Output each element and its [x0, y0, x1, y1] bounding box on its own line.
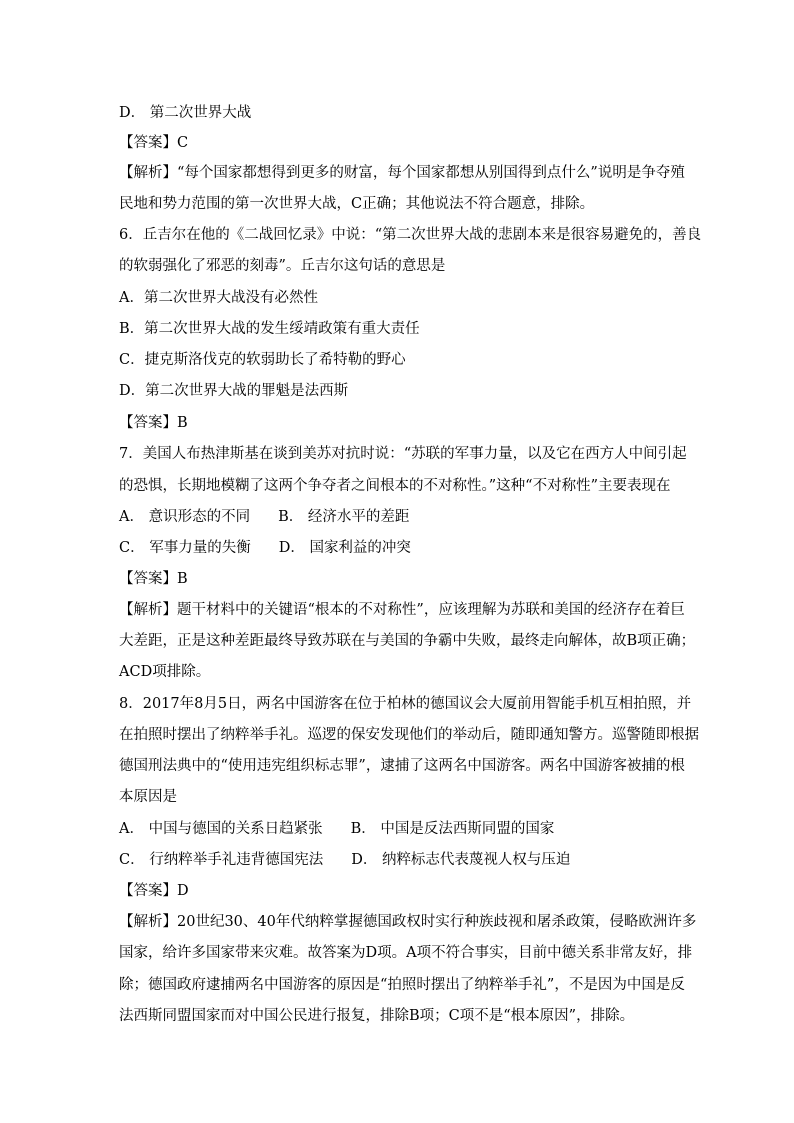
- q7-answer: 【答案】B: [119, 571, 188, 587]
- q8-stem-line-1: 8．2017年8月5日，两名中国游客在位于柏林的德国议会大厦前用智能手机互相拍照，并: [119, 696, 692, 712]
- q8-stem-line-3: 德国刑法典中的“使用违宪组织标志罪”，逮捕了这两名中国游客。两名中国游客被捕的根: [119, 758, 685, 774]
- q8-options-row-1: [119, 819, 679, 839]
- q8-option-d: D． 纳粹标志代表蔑视人权与压迫: [351, 852, 571, 868]
- q8-option-b: B． 中国是反法西斯同盟的国家: [350, 821, 555, 837]
- q6-option-b: B．第二次世界大战的发生绥靖政策有重大责任: [119, 321, 420, 337]
- q7-option-b: B． 经济水平的差距: [278, 509, 410, 525]
- q5-analysis-line-2: 民地和势力范围的第一次世界大战，C正确；其他说法不符合题意，排除。: [119, 196, 595, 212]
- q7-stem-line-2: 的恐惧，长期地模糊了这两个争夺者之间根本的不对称性。”这种“不对称性”主要表现在: [119, 478, 671, 494]
- q8-answer: 【答案】D: [119, 883, 189, 899]
- q7-option-d: D． 国家利益的冲突: [278, 540, 411, 556]
- q8-analysis-line-3: 除；德国政府逮捕两名中国游客的原因是“拍照时摆出了纳粹举手礼”，不是因为中国是反: [119, 977, 685, 993]
- q8-stem-line-2: 在拍照时摆出了纳粹举手礼。巡逻的保安发现他们的举动后，随即通知警方。巡警随即根据: [119, 727, 699, 743]
- q8-options-row-2: [119, 850, 679, 870]
- q8-option-a: A． 中国与德国的关系日趋紧张: [119, 821, 323, 837]
- q8-analysis-line-1: 【解析】20世纪30、40年代纳粹掌握德国政权时实行种族歧视和屠杀政策，侵略欧洲许多: [119, 914, 697, 930]
- q6-stem-line-2: 的软弱强化了邪恶的刻毒”。丘吉尔这句话的意思是: [119, 258, 446, 274]
- q8-analysis-line-4: 法西斯同盟国家而对中国公民进行报复，排除B项；C项不是“根本原因”，排除。: [119, 1008, 635, 1024]
- q8-stem-line-4: 本原因是: [119, 789, 177, 805]
- q7-analysis-line-1: 【解析】题干材料中的关键语“根本的不对称性”，应该理解为苏联和美国的经济存在着巨: [119, 602, 685, 618]
- q6-option-d: D．第二次世界大战的罪魁是法西斯: [119, 383, 349, 399]
- q7-analysis-line-3: ACD项排除。: [119, 664, 211, 680]
- q5-analysis-line-1: 【解析】“每个国家都想得到更多的财富，每个国家都想从别国得到点什么”说明是争夺殖: [119, 165, 685, 181]
- q6-stem-line-1: 6．丘吉尔在他的《二战回忆录》中说：“第二次世界大战的悲剧本来是很容易避免的，善良: [119, 227, 702, 243]
- q5-option-d: D． 第二次世界大战: [119, 105, 252, 121]
- q7-options-row-2: [119, 538, 679, 558]
- q6-option-c: C．捷克斯洛伐克的软弱助长了希特勒的野心: [119, 352, 406, 368]
- q7-option-a: A． 意识形态的不同: [119, 509, 251, 525]
- q6-option-a: A．第二次世界大战没有必然性: [119, 290, 318, 306]
- q7-stem-line-1: 7．美国人布热津斯基在谈到美苏对抗时说：“苏联的军事力量，以及它在西方人中间引起: [119, 446, 687, 462]
- q8-option-c: C． 行纳粹举手礼违背德国宪法: [119, 852, 324, 868]
- q6-answer: 【答案】B: [119, 415, 188, 431]
- q7-options-row-1: [119, 507, 679, 527]
- q7-option-c: C． 军事力量的失衡: [119, 540, 251, 556]
- q5-answer: 【答案】C: [119, 135, 189, 151]
- q8-analysis-line-2: 国家，给许多国家带来灾难。故答案为D项。A项不符合事实，目前中德关系非常友好，排: [119, 945, 693, 961]
- q7-analysis-line-2: 大差距，正是这种差距最终导致苏联在与美国的争霸中失败，最终走向解体，故B项正确；: [119, 633, 696, 649]
